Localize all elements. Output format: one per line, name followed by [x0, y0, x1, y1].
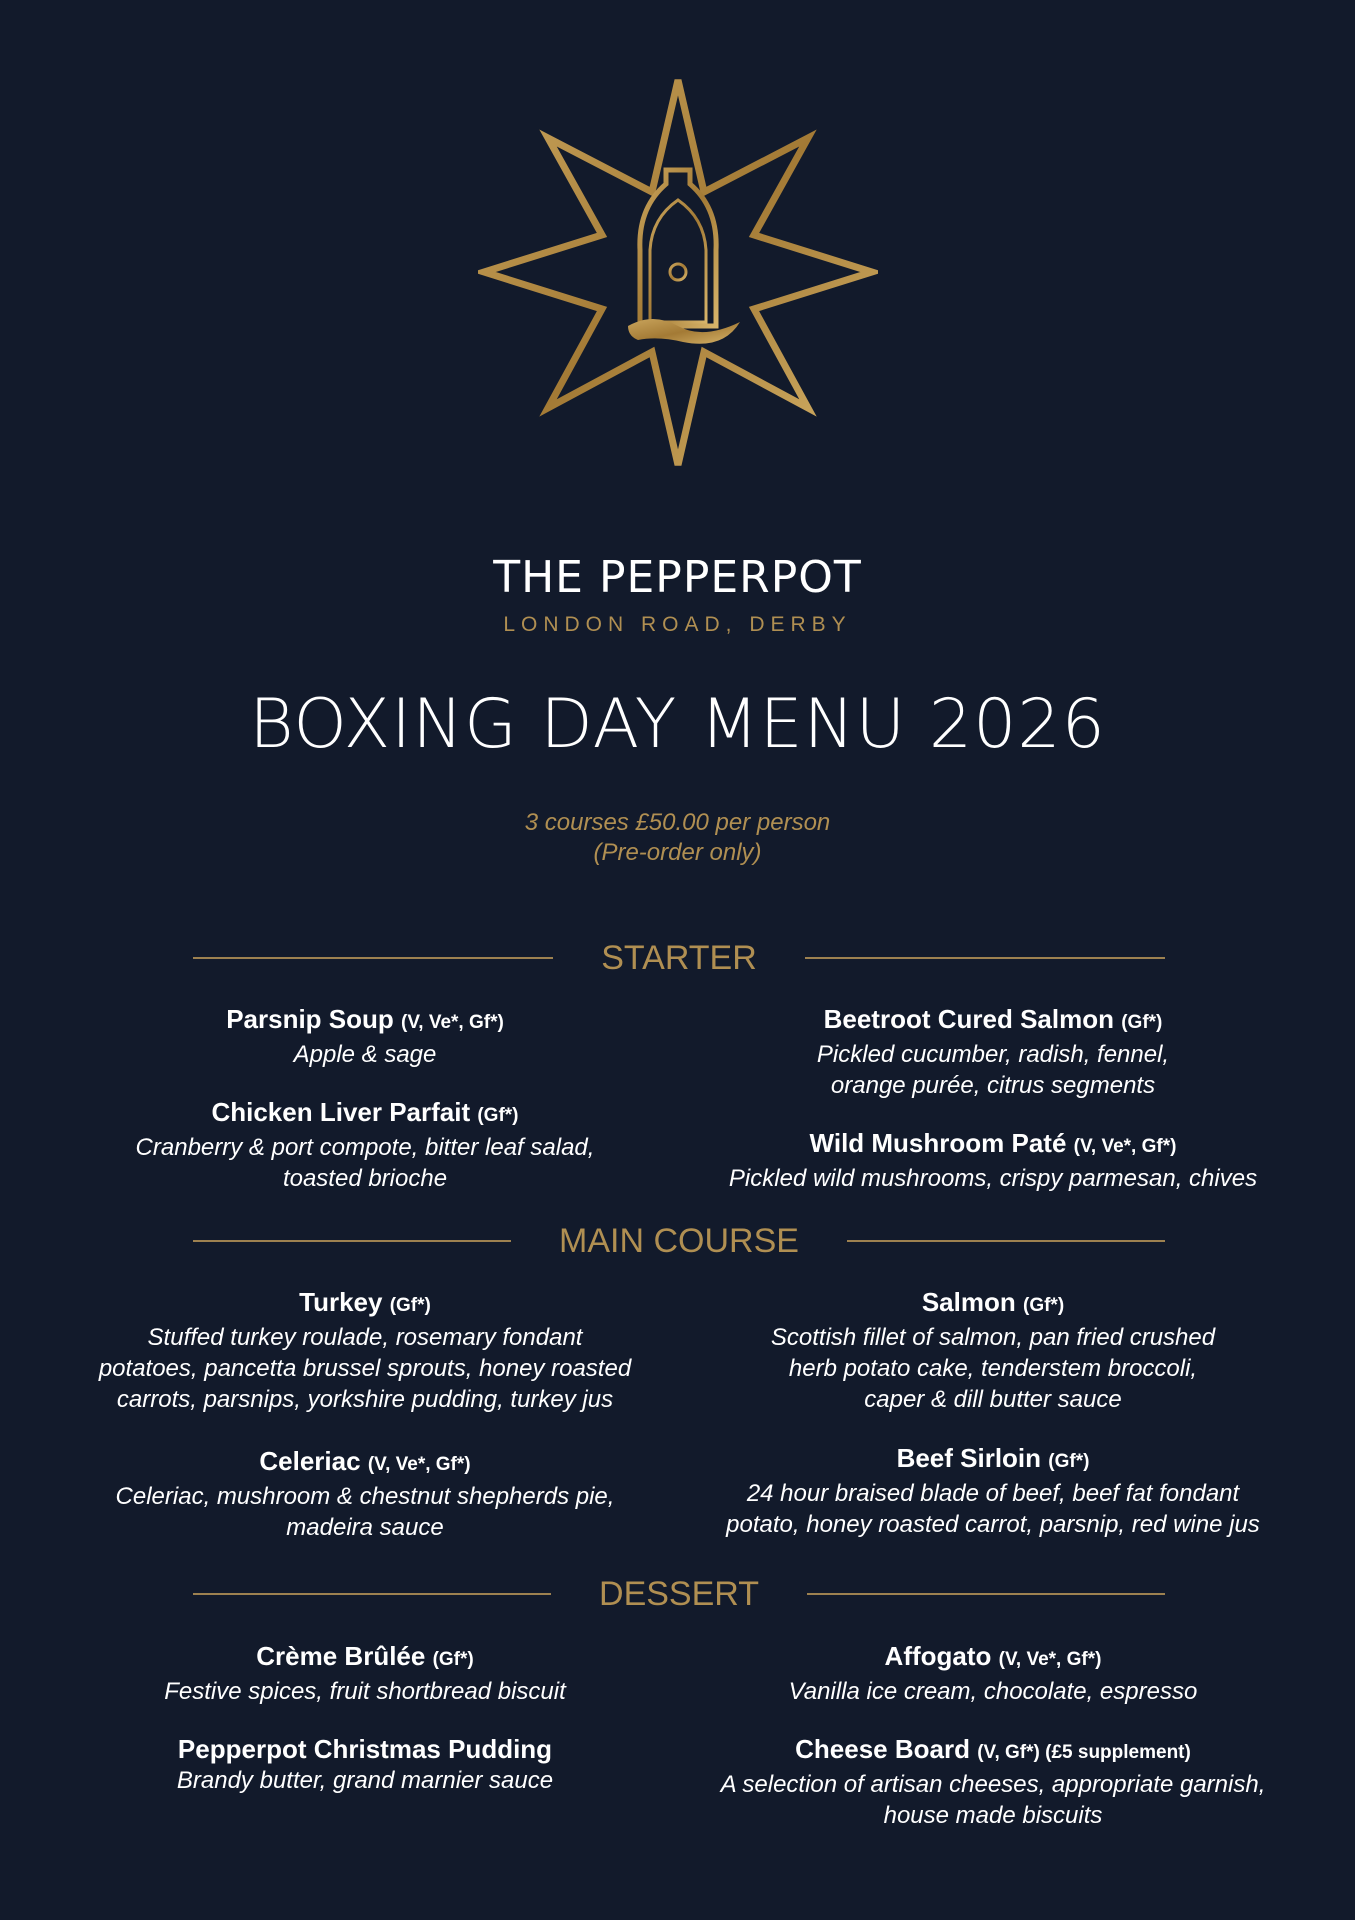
star-pepperpot-logo-icon: [478, 60, 878, 470]
restaurant-name: THE PEPPERPOT: [493, 552, 862, 603]
dish-name: Turkey: [299, 1287, 383, 1317]
dish-description: Apple & sage: [293, 1041, 437, 1068]
section-label: STARTER: [601, 938, 757, 977]
dish-description: Brandy butter, grand marnier sauce: [176, 1767, 554, 1794]
dish-item: [55, 1640, 675, 1707]
dish-item: [55, 1286, 675, 1415]
brand-block: [0, 550, 1355, 642]
section-label: DESSERT: [599, 1574, 759, 1613]
dish-description: A selection of artisan cheeses, appropriate garnish,: [720, 1771, 1266, 1798]
dish-description: potatoes, pancetta brussel sprouts, honey roasted: [98, 1355, 632, 1382]
dish-dietary-tags: (V, Ve*, Gf*): [367, 1454, 471, 1475]
dish-name: Chicken Liver Parfait: [211, 1097, 471, 1127]
dish-name: Wild Mushroom Paté: [809, 1128, 1067, 1158]
section-header-starter: [193, 936, 1165, 980]
dish-dietary-tags: (Gf*): [432, 1649, 474, 1670]
dish-description: Stuffed turkey roulade, rosemary fondant: [147, 1324, 583, 1351]
dish-dietary-tags: (V, Ve*, Gf*): [1073, 1136, 1177, 1157]
logo: [0, 60, 1355, 480]
menu-title: BOXING DAY MENU 2026: [249, 685, 1106, 764]
dish-description: Festive spices, fruit shortbread biscuit: [164, 1678, 566, 1705]
dish-item: [683, 1003, 1303, 1101]
dish-dietary-tags: (Gf*): [389, 1295, 431, 1316]
restaurant-location: LONDON ROAD, DERBY: [503, 613, 852, 636]
dish-item: [55, 1445, 675, 1543]
dish-dietary-tags: (Gf*): [1023, 1295, 1065, 1316]
dish-item: [683, 1286, 1303, 1415]
dish-item: [683, 1442, 1303, 1540]
dish-description: house made biscuits: [883, 1802, 1103, 1829]
price-block: [0, 808, 1355, 868]
dish-dietary-tags: (Gf*): [1121, 1012, 1163, 1033]
dish-item: [55, 1003, 675, 1070]
divider-line: [193, 1593, 551, 1595]
dish-description: Celeriac, mushroom & chestnut shepherds pie,: [115, 1483, 615, 1510]
divider-line: [193, 1240, 511, 1242]
dish-name: Cheese Board: [795, 1734, 970, 1764]
dish-description: Cranberry & port compote, bitter leaf salad,: [135, 1134, 595, 1161]
dish-description: 24 hour braised blade of beef, beef fat fondant: [746, 1480, 1240, 1507]
dish-description: Pickled cucumber, radish, fennel,: [816, 1041, 1170, 1068]
dish-item: [683, 1733, 1303, 1831]
dish-dietary-tags: (V, Ve*, Gf*): [401, 1012, 504, 1033]
section-header-dessert: [193, 1572, 1165, 1616]
dish-description: carrots, parsnips, yorkshire pudding, turkey jus: [116, 1386, 614, 1413]
dish-item: [55, 1733, 675, 1796]
dish-name: Crème Brûlée: [256, 1641, 426, 1671]
dish-name: Affogato: [884, 1641, 992, 1671]
dish-dietary-tags: (Gf*): [1048, 1451, 1090, 1472]
dish-description: Scottish fillet of salmon, pan fried crushed: [770, 1324, 1216, 1351]
dish-dietary-tags: (V, Ve*, Gf*): [998, 1649, 1102, 1670]
pre-order-note: (Pre-order only): [593, 839, 762, 866]
dish-description: toasted brioche: [282, 1165, 448, 1192]
dish-description: potato, honey roasted carrot, parsnip, red wine jus: [726, 1511, 1260, 1538]
dish-description: madeira sauce: [286, 1514, 444, 1541]
section-header-main-course: [193, 1219, 1165, 1263]
dish-name: Salmon: [921, 1287, 1016, 1317]
dish-name: Pepperpot Christmas Pudding: [177, 1734, 553, 1764]
dish-name: Beef Sirloin: [896, 1443, 1042, 1473]
dish-name: Parsnip Soup: [226, 1004, 394, 1034]
dish-name: Celeriac: [259, 1446, 361, 1476]
dish-item: [683, 1127, 1303, 1194]
dish-description: caper & dill butter sauce: [864, 1386, 1122, 1413]
price-line: 3 courses £50.00 per person: [524, 809, 831, 836]
divider-line: [193, 957, 553, 959]
divider-line: [807, 1593, 1165, 1595]
dish-description: Vanilla ice cream, chocolate, espresso: [788, 1678, 1198, 1705]
dish-description: orange purée, citrus segments: [830, 1072, 1156, 1099]
dish-dietary-tags: (V, Gf*) (£5 supplement): [977, 1742, 1191, 1763]
dish-name: Beetroot Cured Salmon: [823, 1004, 1114, 1034]
divider-line: [805, 957, 1165, 959]
dish-description: herb potato cake, tenderstem broccoli,: [788, 1355, 1198, 1382]
dish-description: Pickled wild mushrooms, crispy parmesan, chives: [728, 1165, 1258, 1192]
divider-line: [847, 1240, 1165, 1242]
dish-dietary-tags: (Gf*): [477, 1105, 519, 1126]
dish-item: [55, 1096, 675, 1194]
section-label: MAIN COURSE: [559, 1221, 799, 1260]
dish-item: [683, 1640, 1303, 1707]
